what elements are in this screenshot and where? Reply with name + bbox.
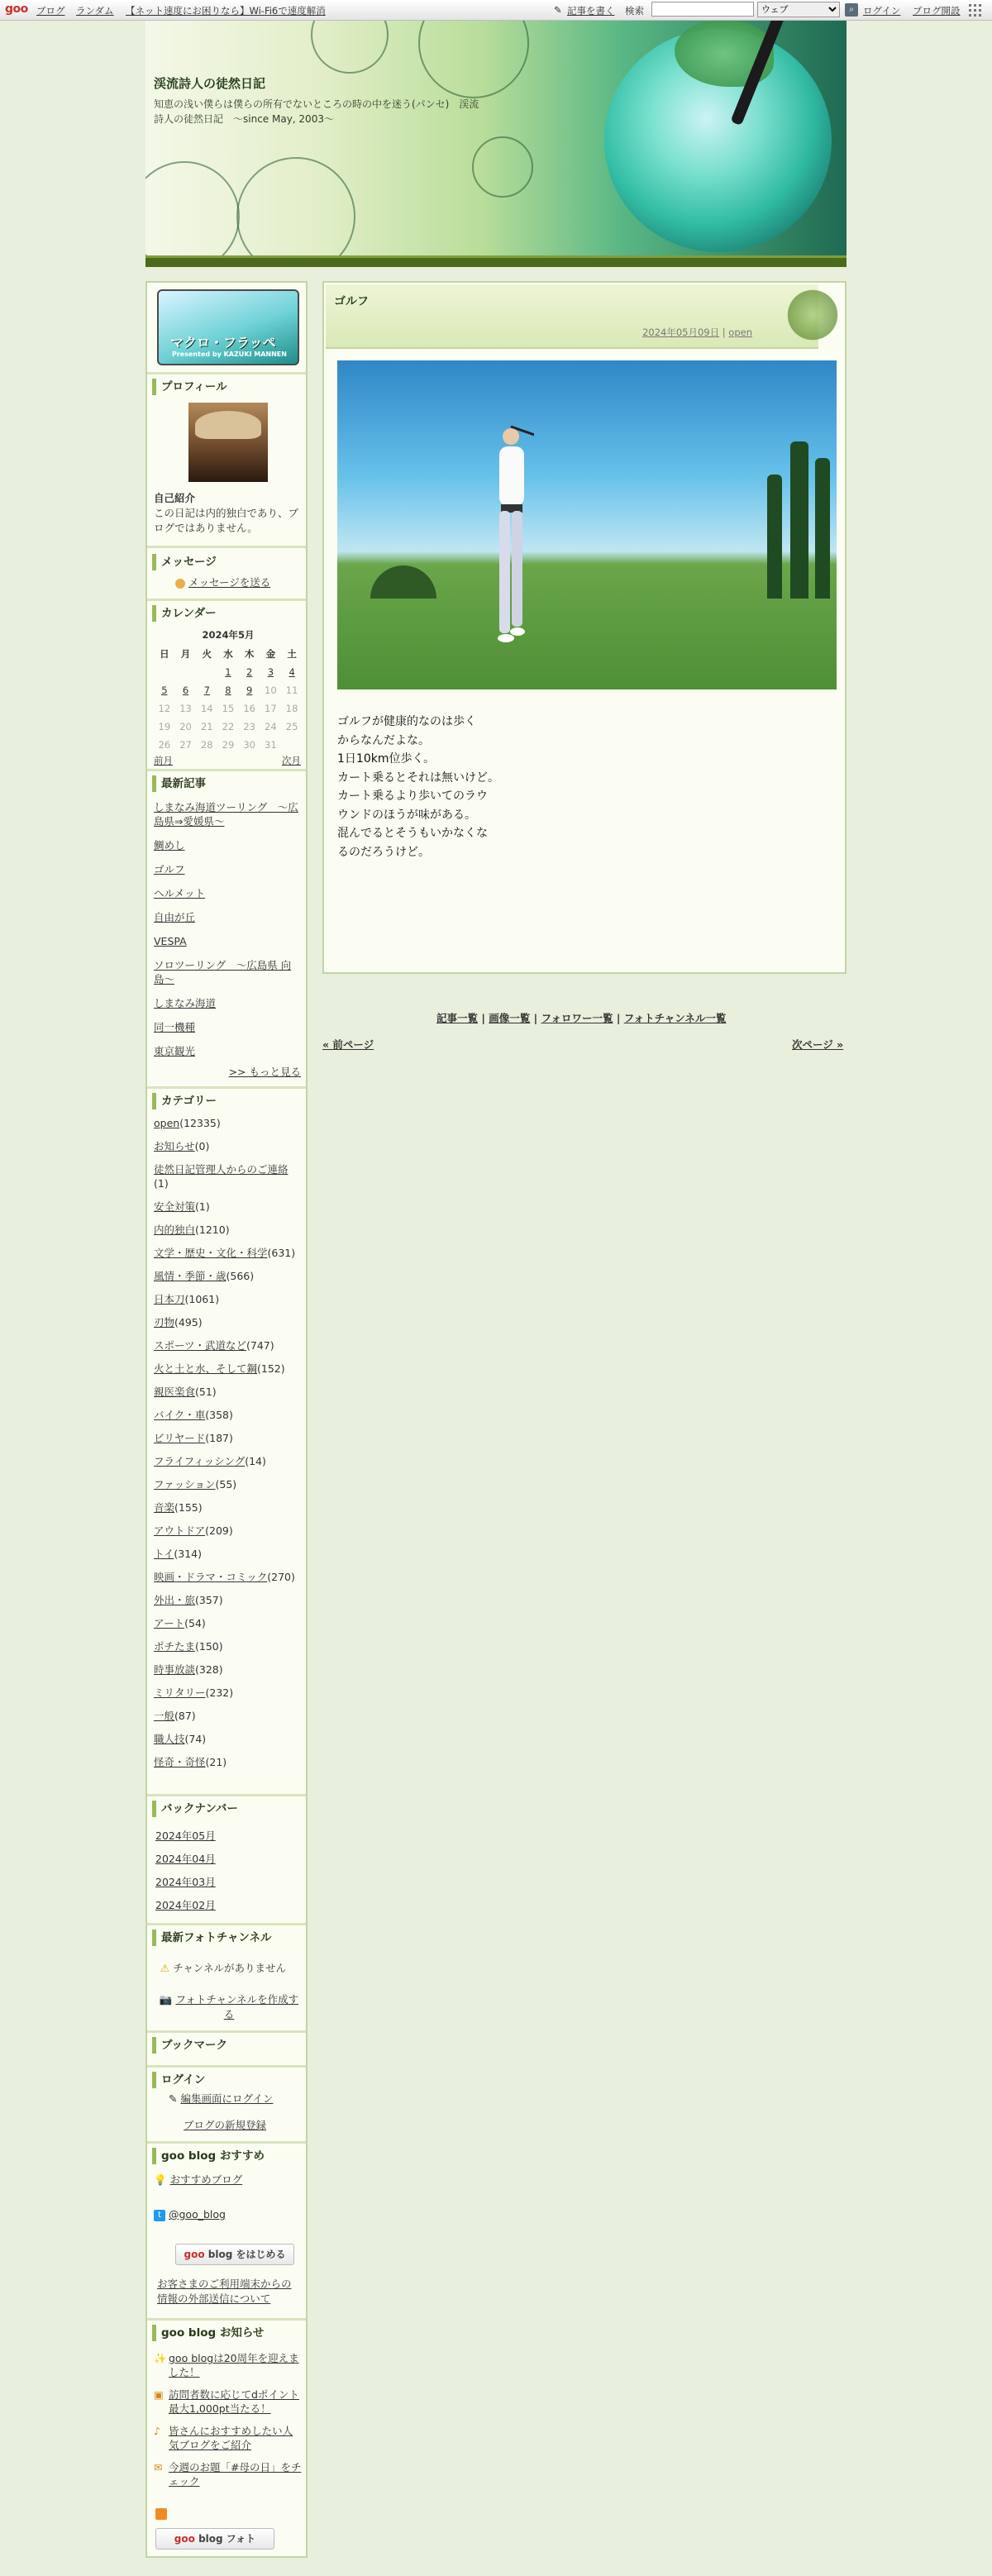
news-link[interactable]: 訪問者数に応じてdポイント最大1,000pt当たる！ [169, 2388, 299, 2415]
sidebar [145, 281, 308, 2558]
profile-avatar[interactable] [188, 403, 268, 482]
category-count: (12335) [179, 1117, 221, 1129]
category-item [154, 1477, 301, 1491]
category-item [154, 1547, 301, 1561]
calendar-week [154, 681, 303, 699]
calendar-day: 29 [222, 739, 235, 751]
category-count: (232) [205, 1686, 234, 1699]
category-item [154, 1662, 301, 1677]
category-item [154, 1200, 301, 1214]
news-link[interactable]: 皆さんにおすすめしたい人気ブログをご紹介 [169, 2425, 293, 2451]
category-item [154, 1338, 301, 1352]
article-body-line: 1日10km位歩く。 [337, 752, 436, 766]
article-list-link[interactable]: 記事一覧 [436, 1012, 479, 1024]
category-item [154, 1639, 301, 1653]
calendar-weekday: 月 [180, 648, 191, 660]
category-count: (495) [174, 1316, 203, 1329]
category-link[interactable]: 刃物 [154, 1316, 175, 1329]
recent-article-link[interactable]: しまなみ海道 [154, 997, 217, 1009]
article-body-line: ゴルフが健康的なのは歩く [337, 715, 476, 728]
category-link[interactable]: 文学・歴史・文化・科学 [154, 1247, 268, 1259]
calendar-day [281, 736, 303, 754]
category-count: (152) [257, 1362, 285, 1375]
category-link[interactable]: アウトドア [154, 1524, 206, 1537]
article-body-line: カート乗るとそれは無いけど。 [337, 770, 499, 785]
calendar-month: 2024年5月 [202, 629, 255, 641]
calendar-day: 12 [158, 703, 171, 714]
category-heading: カテゴリー [152, 1093, 303, 1109]
golf-photo[interactable] [337, 360, 837, 689]
banner-subtitle: Presented by KAZUKI MANNEN [172, 351, 287, 358]
topbar-link-ad[interactable]: 【ネット速度にお困りなら】Wi-Fi6で速度解消 [126, 5, 326, 17]
calendar-day[interactable]: 9 [246, 685, 253, 696]
calendar-icon: ▣ [154, 2388, 164, 2401]
next-page-link[interactable]: 次ページ » [792, 1038, 844, 1051]
divider [147, 769, 306, 771]
category-item [154, 1385, 301, 1399]
photo-channel-list-link[interactable]: フォトチャンネル一覧 [623, 1012, 727, 1024]
category-item [154, 1246, 301, 1260]
category-item [154, 1292, 301, 1306]
banner-title: マクロ・フラッペ [170, 335, 276, 351]
tree [767, 475, 782, 599]
category-link[interactable]: 一般 [154, 1710, 175, 1722]
calendar-table [154, 645, 303, 754]
category-count: (747) [246, 1339, 274, 1352]
bush [370, 565, 436, 599]
article-body [337, 713, 536, 861]
category-item [154, 1408, 301, 1422]
category-link[interactable]: 映画・ドラマ・コミック [154, 1571, 268, 1583]
article-title[interactable]: ゴルフ [334, 295, 369, 308]
category-count: (74) [184, 1733, 207, 1745]
calendar-day: 10 [265, 685, 277, 696]
article-title-bar [326, 284, 818, 349]
calendar [154, 628, 303, 769]
recent-article-link[interactable]: 同一機種 [154, 1021, 196, 1033]
golfer-figure [486, 418, 534, 658]
divider [147, 1923, 306, 1925]
blog-description: 知恵の浅い僕らは僕らの所有でないところの時の中を迷う(パンセ) 渓流詩人の徒然日記 ～since May, 2003～ [154, 98, 479, 125]
category-link[interactable]: ファッション [154, 1478, 216, 1491]
category-item [154, 1362, 301, 1376]
article-nav-links: 記事一覧 | 画像一覧 | フォロワー一覧 | フォトチャンネル一覧 [436, 1012, 727, 1024]
lace-ornament [236, 157, 355, 255]
search-scope-select[interactable] [757, 2, 840, 17]
calendar-heading: カレンダー [152, 605, 303, 622]
music-note-icon: ♪ [154, 2425, 160, 2437]
no-channel-row [160, 1961, 286, 1976]
category-count: (358) [205, 1409, 233, 1421]
category-link[interactable]: バイク・車 [154, 1409, 206, 1421]
pencil-icon: ✎ [169, 2092, 178, 2105]
recent-heading: 最新記事 [152, 775, 303, 792]
recommend-blog-link[interactable]: おすすめブログ [169, 2173, 243, 2186]
tree [815, 458, 830, 599]
category-count: (1) [154, 1177, 169, 1190]
calendar-weekday: 火 [202, 648, 212, 660]
category-list [154, 1116, 301, 1778]
category-item [154, 1454, 301, 1468]
category-link[interactable]: 職人技 [154, 1733, 185, 1745]
twitter-row [154, 2207, 226, 2222]
calendar-day[interactable]: 5 [161, 685, 168, 696]
calendar-week [154, 663, 303, 681]
bookmark-heading: ブックマーク [152, 2037, 303, 2054]
divider [147, 1086, 306, 1089]
sparkle-icon: ✨ [154, 2352, 167, 2364]
search-label: 検索 [625, 5, 644, 17]
divider [147, 2065, 306, 2068]
category-link[interactable]: 親医楽食 [154, 1386, 196, 1398]
topbar-link-blog[interactable]: ブログ [36, 5, 65, 17]
category-link[interactable]: 風情・季節・歳 [154, 1270, 227, 1282]
article-body-line: からなんだよな。 [337, 733, 430, 747]
tree [790, 441, 808, 599]
category-link[interactable]: ポチたま [154, 1640, 196, 1653]
news-item [154, 2460, 303, 2488]
search-icon[interactable]: ⌕ [845, 3, 858, 17]
calendar-day: 27 [179, 739, 192, 751]
category-link[interactable]: 怪奇・奇怪 [154, 1756, 206, 1768]
category-item [154, 1431, 301, 1445]
goo-logo[interactable]: goo [5, 2, 28, 16]
image-list-link[interactable]: 画像一覧 [489, 1012, 531, 1024]
meta-separator: | [722, 327, 726, 338]
calendar-day [175, 663, 197, 681]
lightbulb-icon: 💡 [154, 2173, 167, 2186]
category-count: (1) [195, 1200, 210, 1213]
header-bar [145, 255, 847, 267]
category-count: (270) [267, 1571, 295, 1583]
news-link[interactable]: goo blogは20周年を迎えました！ [169, 2352, 299, 2378]
blog-header [145, 21, 847, 255]
news-item [154, 2424, 303, 2452]
category-count: (187) [205, 1432, 233, 1444]
follower-list-link[interactable]: フォロワー一覧 [541, 1012, 613, 1024]
backnumber-link[interactable]: 2024年03月 [155, 1876, 216, 1888]
category-count: (0) [194, 1140, 210, 1152]
calendar-day: 17 [265, 703, 277, 714]
category-link[interactable]: 日本刀 [154, 1293, 185, 1305]
blog-photo-button[interactable] [155, 2528, 274, 2550]
category-item [154, 1500, 301, 1515]
twitter-icon: t [154, 2210, 165, 2221]
no-channel-text: チャンネルがありません [173, 1962, 286, 1974]
new-blog-register-link[interactable]: ブログの新規登録 [184, 2119, 267, 2131]
calendar-weekday: 水 [223, 648, 233, 660]
category-link[interactable]: アート [154, 1617, 185, 1629]
calendar-weekday: 金 [265, 648, 276, 660]
category-count: (209) [205, 1524, 233, 1537]
news-item [154, 2351, 303, 2379]
calendar-day[interactable]: 1 [225, 666, 231, 678]
profile-heading: プロフィール [152, 379, 303, 395]
calendar-day[interactable]: 3 [267, 666, 274, 678]
category-item [154, 1570, 301, 1584]
category-count: (328) [195, 1663, 223, 1676]
category-link[interactable]: 時事放談 [154, 1663, 196, 1676]
divider [147, 2141, 306, 2144]
calendar-day: 19 [158, 721, 171, 732]
category-link[interactable]: 内的独白 [154, 1224, 196, 1236]
recent-article-link[interactable]: 鯛めし [154, 839, 185, 852]
top-toolbar [0, 0, 992, 21]
calendar-week [154, 718, 303, 736]
calendar-day[interactable]: 4 [289, 666, 295, 678]
calendar-day: 13 [179, 703, 192, 714]
calendar-day: 26 [158, 739, 171, 751]
calendar-day: 14 [200, 703, 213, 714]
recommend-row [154, 2173, 242, 2187]
gift-icon: ✉ [154, 2461, 163, 2473]
category-link[interactable]: ビリヤード [154, 1432, 206, 1444]
lace-ornament [145, 161, 240, 255]
warning-icon: ⚠ [160, 1962, 170, 1974]
write-article-link[interactable]: 記事を書く [567, 5, 615, 17]
person-icon [175, 579, 185, 589]
recent-list [154, 800, 301, 1068]
category-count: (150) [195, 1640, 223, 1653]
privacy-link[interactable]: お客さまのご利用端末からの情報の外部送信について [157, 2278, 292, 2305]
calendar-day: 23 [243, 721, 255, 732]
category-count: (1061) [184, 1293, 220, 1305]
calendar-weekday: 土 [287, 648, 297, 660]
login-heading: ログイン [152, 2072, 303, 2088]
create-photo-channel-link[interactable]: フォトチャンネルを作成する [175, 1993, 299, 2020]
rss-icon[interactable] [155, 2508, 167, 2520]
category-link[interactable]: ミリタリー [154, 1686, 206, 1699]
category-link[interactable]: フライフィッシング [154, 1455, 246, 1467]
divider [147, 599, 306, 601]
more-articles-link[interactable]: >> もっと見る [228, 1066, 301, 1078]
calendar-day[interactable]: 8 [225, 685, 231, 696]
app-grid-icon[interactable] [969, 4, 982, 17]
divider [147, 2318, 306, 2321]
article [322, 281, 847, 974]
divider [147, 372, 306, 374]
calendar-weekday: 木 [244, 648, 255, 660]
recent-article-link[interactable]: 東京観光 [154, 1045, 196, 1057]
category-count: (55) [215, 1478, 237, 1491]
category-link[interactable]: open [154, 1117, 180, 1129]
category-item [154, 1223, 301, 1237]
category-item [154, 1593, 301, 1607]
prev-page-link[interactable]: « 前ページ [322, 1038, 374, 1051]
edit-login-row [169, 2092, 273, 2106]
calendar-day[interactable]: 7 [203, 685, 210, 696]
category-link[interactable]: 徒然日記管理人からのご連絡 [154, 1163, 289, 1176]
recent-article-link[interactable]: 自由が丘 [154, 911, 196, 923]
category-item [154, 1162, 301, 1190]
recent-article-link[interactable]: ヘルメット [154, 887, 206, 899]
camera-icon: 📷 [159, 1993, 173, 2006]
category-count: (54) [184, 1617, 206, 1629]
message-row [175, 575, 270, 590]
recommend-heading: goo blog おすすめ [152, 2148, 303, 2164]
calendar-day: 11 [285, 685, 298, 696]
backnumber-list [155, 1829, 296, 1921]
goo-logo: goo [174, 2533, 195, 2545]
category-count: (1210) [195, 1224, 230, 1236]
calendar-day: 20 [179, 721, 192, 732]
news-item [154, 2388, 303, 2416]
login-link[interactable]: ログイン [863, 5, 901, 17]
category-count: (155) [174, 1501, 203, 1514]
lace-ornament [311, 21, 389, 74]
category-link[interactable]: 音楽 [154, 1501, 175, 1514]
start-blog-button-label: blog をはじめる [207, 2249, 286, 2260]
article-date-link[interactable]: 2024年05月09日 [642, 327, 720, 338]
backnumber-link[interactable]: 2024年02月 [155, 1899, 216, 1911]
category-item [154, 1709, 301, 1723]
backnumber-link[interactable]: 2024年05月 [155, 1829, 216, 1842]
category-count: (314) [174, 1548, 203, 1560]
search-input[interactable] [651, 2, 754, 17]
calendar-week [154, 736, 303, 754]
create-channel-row [155, 1992, 303, 2022]
article-body-line: 混んでるとそうもいかなくな [337, 827, 488, 840]
calendar-day: 18 [285, 703, 298, 714]
category-item [154, 1686, 301, 1700]
calendar-day[interactable]: 2 [246, 666, 253, 678]
pencil-icon: ✎ [554, 4, 562, 16]
divider [147, 546, 306, 548]
backnumber-heading: バックナンバー [152, 1801, 303, 1817]
article-meta [642, 326, 752, 339]
divider [147, 1794, 306, 1796]
calendar-day: 15 [222, 703, 235, 714]
category-count: (631) [267, 1247, 296, 1259]
lace-ornament [472, 136, 533, 198]
twitter-link[interactable]: @goo_blog [168, 2208, 226, 2221]
photo-channel-heading: 最新フォトチャンネル [152, 1930, 303, 1946]
open-blog-link[interactable]: ブログ開設 [913, 5, 961, 17]
news-list [154, 2351, 303, 2497]
article-body-line: カート乗るより歩いてのラウ [337, 789, 488, 803]
recent-article-link[interactable]: ソロツーリング ～広島県 向島～ [154, 959, 292, 985]
topbar-link-random[interactable]: ランダム [76, 5, 114, 17]
category-link[interactable]: トイ [154, 1548, 174, 1560]
recent-article-link[interactable]: VESPA [154, 935, 187, 947]
category-item [154, 1269, 301, 1283]
category-link[interactable]: 火と土と水、そして鋼 [154, 1362, 258, 1375]
category-count: (357) [195, 1594, 223, 1606]
category-link[interactable]: 安全対策 [154, 1200, 196, 1213]
calendar-day: 24 [265, 721, 277, 732]
category-item [154, 1732, 301, 1746]
calendar-day: 31 [265, 739, 277, 751]
category-link[interactable]: スポーツ・武道など [154, 1339, 247, 1352]
article-body-line: るのだろうけど。 [337, 845, 430, 859]
category-count: (87) [174, 1710, 196, 1722]
blog-banner[interactable] [157, 289, 299, 365]
calendar-weekday: 日 [160, 648, 169, 660]
profile-intro-label: 自己紹介 [154, 492, 196, 504]
category-item [154, 1524, 301, 1538]
goo-logo: goo [184, 2249, 205, 2260]
message-heading: メッセージ [152, 554, 303, 570]
category-count: (566) [226, 1270, 255, 1282]
calendar-day: 28 [200, 739, 213, 751]
backnumber-link[interactable]: 2024年04月 [155, 1853, 216, 1865]
category-count: (51) [195, 1386, 217, 1398]
category-link[interactable]: お知らせ [154, 1140, 195, 1152]
lace-ornament [418, 21, 529, 98]
edit-login-link[interactable]: 編集画面にログイン [180, 2092, 274, 2105]
category-item [154, 1139, 301, 1153]
news-heading: goo blog お知らせ [152, 2325, 303, 2341]
blog-title[interactable]: 渓流詩人の徒然日記 [154, 76, 266, 91]
blog-photo-button-label: blog フォト [198, 2533, 256, 2545]
calendar-day [196, 663, 217, 681]
calendar-next-link[interactable]: 次月 [282, 755, 301, 766]
divider [147, 2030, 306, 2033]
calendar-day: 30 [243, 739, 255, 751]
calendar-day: 25 [285, 721, 298, 732]
start-blog-button[interactable] [175, 2244, 294, 2265]
category-item [154, 1755, 301, 1769]
calendar-week [154, 699, 303, 718]
calendar-day[interactable]: 6 [182, 685, 189, 696]
recent-article-link[interactable]: ゴルフ [154, 863, 185, 875]
calendar-prev-link[interactable]: 前月 [154, 755, 173, 766]
category-item [154, 1315, 301, 1329]
calendar-day [154, 663, 175, 681]
category-item [154, 1616, 301, 1630]
calendar-day: 16 [243, 703, 255, 714]
recent-article-link[interactable]: しまなみ海道ツーリング ～広島県⇒愛媛県～ [154, 801, 298, 828]
leaf-ornament [784, 286, 842, 344]
category-link[interactable]: 外出・旅 [154, 1594, 196, 1606]
category-count: (14) [245, 1455, 266, 1467]
category-item [154, 1116, 301, 1130]
send-message-link[interactable]: メッセージを送る [188, 576, 271, 589]
article-body-line: ウンドのほうが味がある。 [337, 808, 476, 822]
category-count: (21) [205, 1756, 227, 1768]
news-link[interactable]: 今週のお題「#母の日」をチェック [169, 2461, 302, 2488]
calendar-day: 22 [222, 721, 235, 732]
profile-intro-text: この日記は内的独白であり、ブログではありません。 [154, 507, 299, 534]
calendar-day: 21 [200, 721, 213, 732]
article-category-link[interactable]: open [728, 327, 752, 338]
